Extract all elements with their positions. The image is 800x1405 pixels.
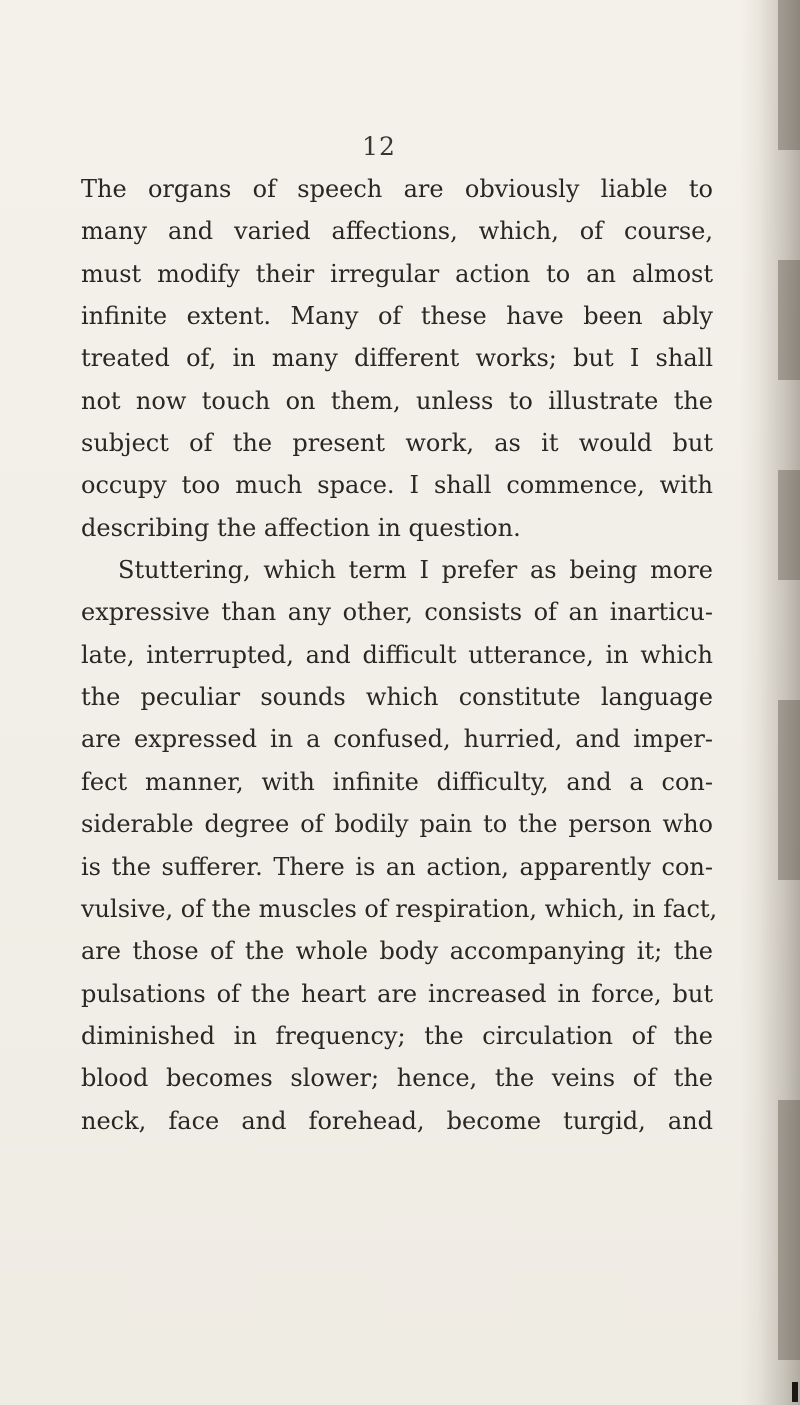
text-line: late, interrupted, and difficult utterance, in which [81, 640, 713, 669]
text-line: treated of, in many different works; but I shall [81, 344, 713, 373]
text-line: must modify their irregular action to an almost [81, 259, 713, 288]
text-line: is the sufferer. There is an action, apparently con- [81, 852, 713, 881]
text-line: expressive than any other, consists of an inarticu- [81, 598, 713, 627]
text-line: occupy too much space. I shall commence, with [81, 471, 713, 500]
text-line: not now touch on them, unless to illustrate the [81, 386, 713, 415]
page-edge-tab [778, 260, 800, 380]
text-line: are expressed in a confused, hurried, and imper- [81, 725, 713, 754]
text-line: subject of the present work, as it would but [81, 429, 713, 458]
body-text [81, 168, 718, 1142]
page-edge-tab [778, 700, 800, 880]
page-edge-tab [778, 1100, 800, 1360]
text-line: pulsations of the heart are increased in force, but [81, 979, 713, 1008]
text-line: Stuttering, which term I prefer as being more [118, 556, 713, 585]
text-line: The organs of speech are obviously liable to [81, 175, 713, 203]
text-line: blood becomes slower; hence, the veins of the [81, 1064, 713, 1093]
page-edge-mark [792, 1382, 798, 1402]
text-line: fect manner, with infinite difficulty, and a con- [81, 767, 713, 796]
text-line: vulsive, of the muscles of respiration, which, in fact, [81, 894, 718, 923]
text-line: infinite extent. Many of these have been ably [81, 302, 713, 331]
text-line: are those of the whole body accompanying it; the [81, 937, 713, 966]
text-line: describing the affection in question. [81, 513, 521, 542]
text-line: the peculiar sounds which constitute language [81, 683, 713, 712]
page-edge-tab [778, 470, 800, 580]
text-line: neck, face and forehead, become turgid, and [81, 1106, 713, 1135]
page-edge-tab [778, 0, 800, 150]
text-line: siderable degree of bodily pain to the person who [81, 810, 713, 839]
page-number: 12 [362, 132, 396, 161]
text-line: diminished in frequency; the circulation of the [81, 1021, 713, 1050]
text-line: many and varied affections, which, of course, [81, 217, 713, 246]
